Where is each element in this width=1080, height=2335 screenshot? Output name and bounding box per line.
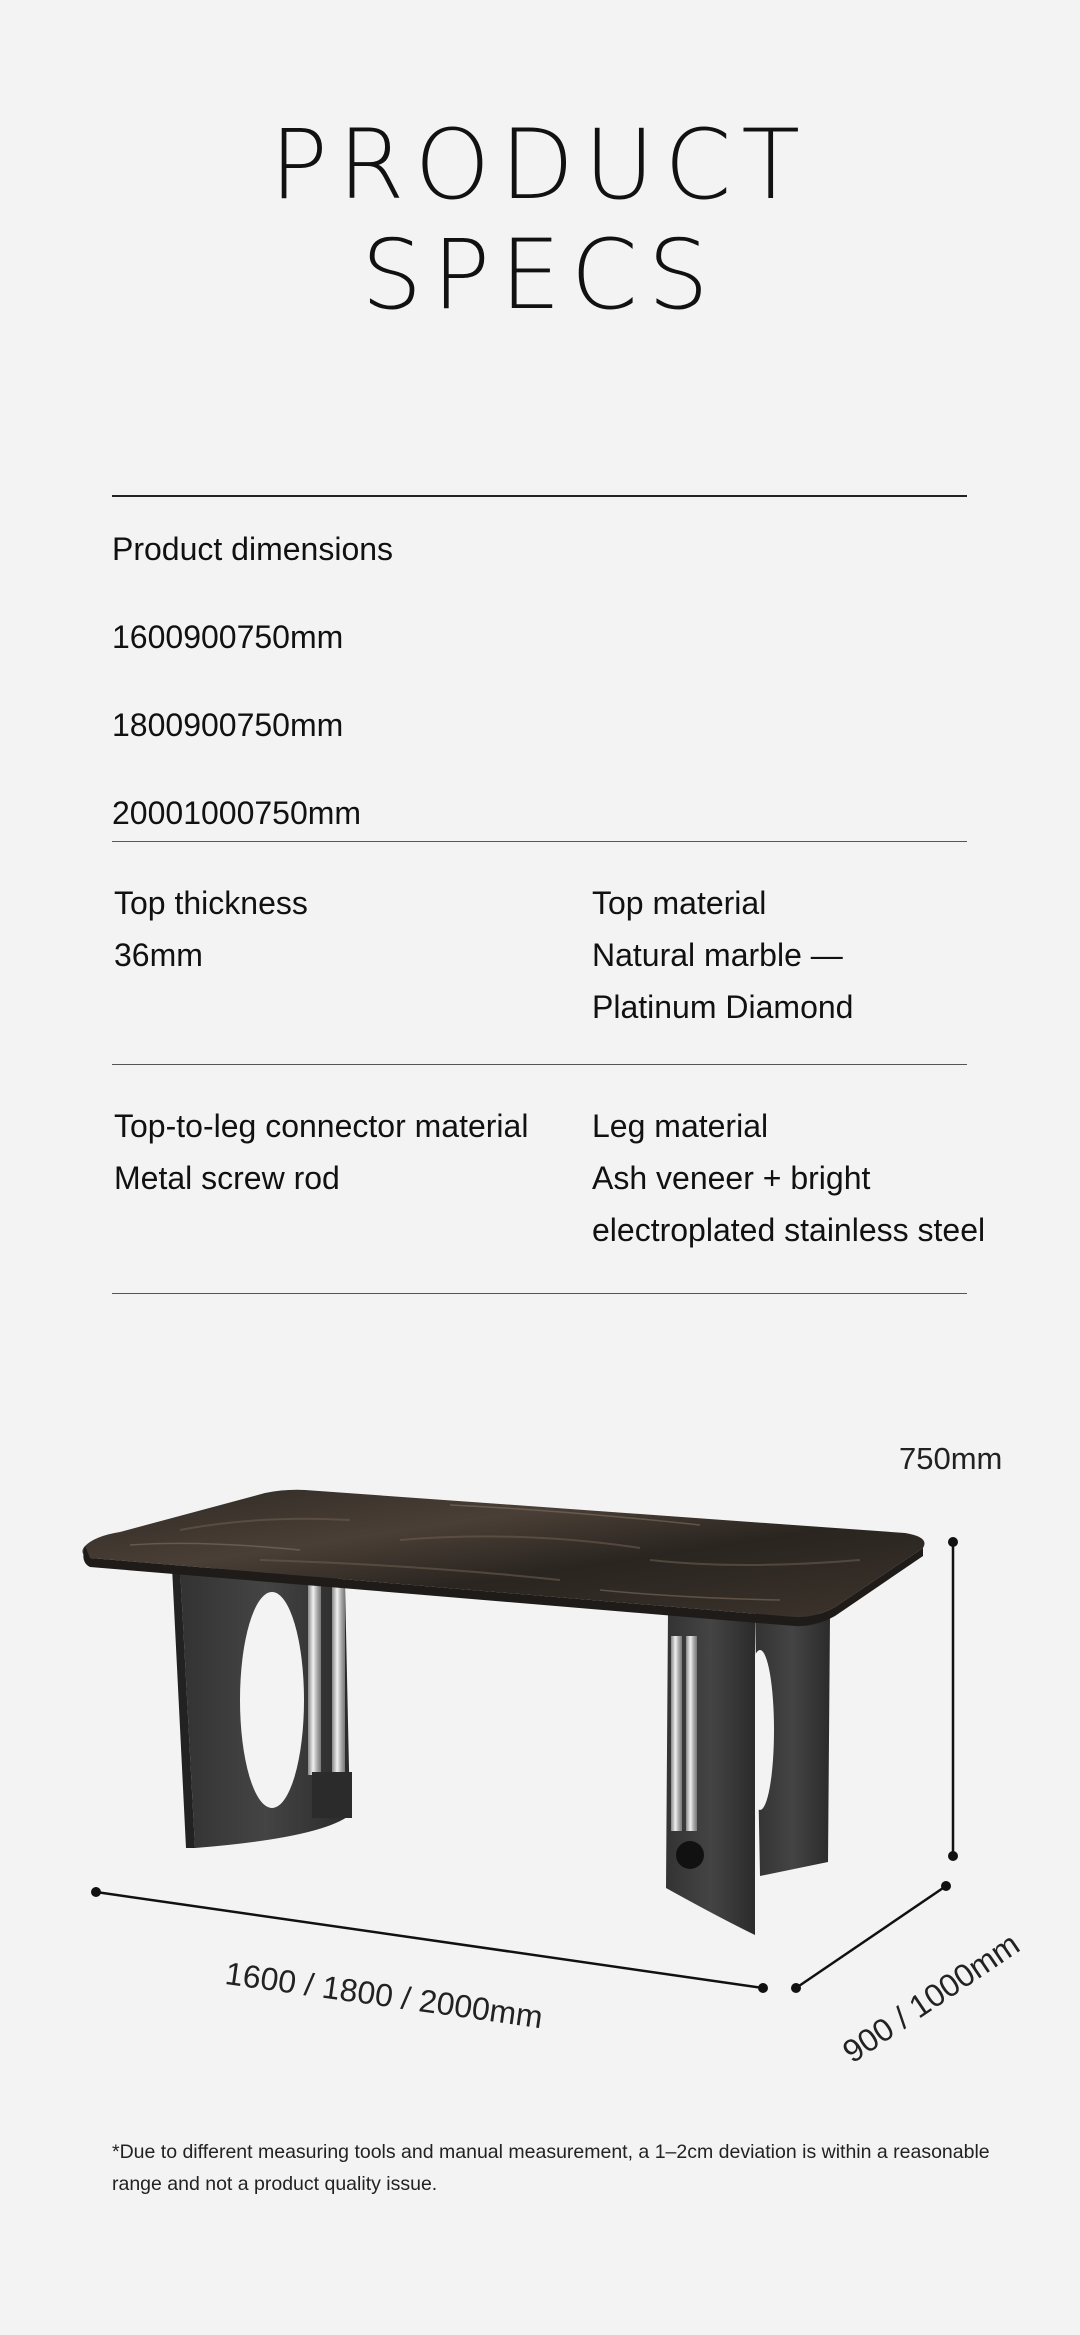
right-leg [666,1610,830,1935]
page-title-line2: SPECS [361,219,719,331]
spec-label: Leg material [592,1108,769,1144]
spec-value: electroplated stainless steel [592,1212,986,1248]
spec-label: Top-to-leg connector material [114,1108,529,1144]
divider-specs-1 [112,1064,967,1065]
height-dimension-line [948,1537,958,1861]
dimensions-label: Product dimensions [112,531,394,567]
page-title [0,110,1080,330]
dimension-size-1: 1600900750mm [112,619,344,655]
spec-label: Top thickness [114,885,308,921]
footnote: *Due to different measuring tools and manual measurement, a 1–2cm deviation is within a reasonable range and not a product quality issue. [112,2141,990,2195]
length-dimension-line [91,1887,768,1993]
dimension-size-2: 1800900750mm [112,707,344,743]
spec-connector-material [114,1100,528,1204]
height-label: 750mm [899,1441,1003,1476]
depth-label: 900 / 1000mm [836,1925,1026,2070]
spec-value: Metal screw rod [114,1160,340,1196]
length-label: 1600 / 1800 / 2000mm [222,1955,546,2036]
spec-label: Top material [592,885,767,921]
spec-top-material [592,877,853,1033]
spec-value: Platinum Diamond [592,989,854,1025]
table-dimension-diagram [0,1380,1080,2080]
page-title-line1: PRODUCT [269,109,810,221]
depth-dimension-line [791,1881,951,1993]
divider-top [112,495,967,497]
spec-leg-material [592,1100,985,1256]
divider-specs-2 [112,1293,967,1294]
divider-dimensions [112,841,967,842]
dimension-size-3: 20001000750mm [112,795,362,831]
spec-top-thickness [114,877,308,981]
spec-value: Natural marble — [592,937,843,973]
spec-value: 36mm [114,937,203,973]
spec-value: Ash veneer + bright [592,1160,871,1196]
left-leg [172,1567,352,1848]
